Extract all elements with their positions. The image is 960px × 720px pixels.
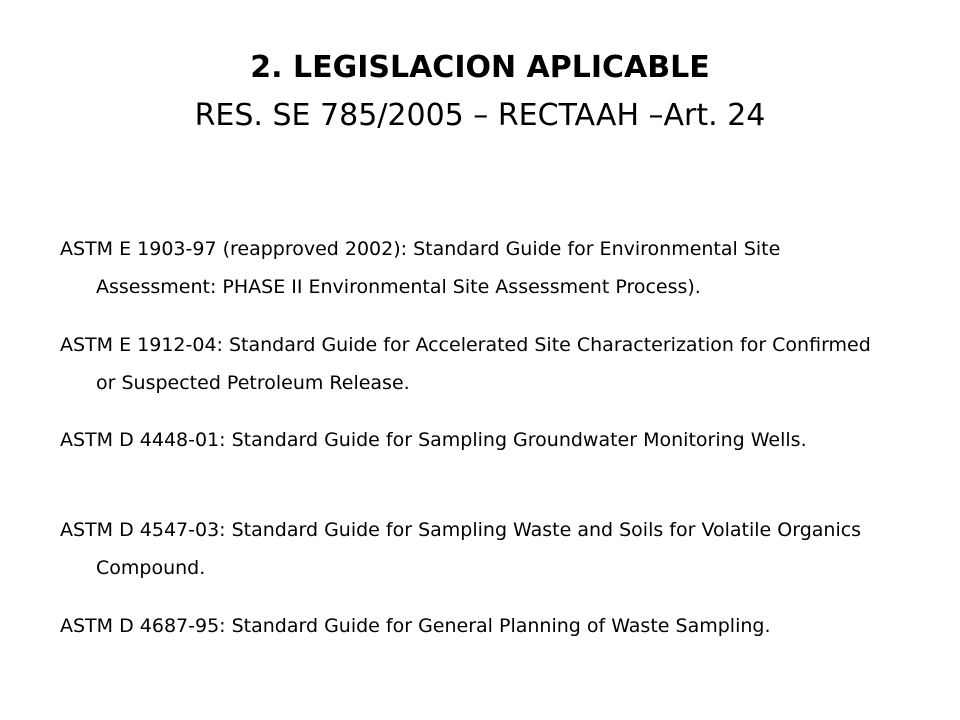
reference-item-astm-e-1903: ASTM E 1903-97 (reapproved 2002): Standard Guide for Environmental Site Assessment: PHASE II Environmental Site Assessment Process). [60,238,781,298]
reference-item-astm-d-4547: ASTM D 4547-03: Standard Guide for Sampling Waste and Soils for Volatile Organics Compound. [60,519,862,579]
reference-item-astm-e-1912: ASTM E 1912-04: Standard Guide for Accelerated Site Characterization for Confirmed or Suspected Petroleum Release. [60,334,871,394]
slide-title [60,44,900,140]
title-subheading: RES. SE 785/2005 – RECTAAH –Art. 24 [194,98,766,133]
reference-item-astm-d-4448: ASTM D 4448-01: Standard Guide for Sampling Groundwater Monitoring Wells. [60,429,807,451]
reference-item-astm-d-4687: ASTM D 4687-95: Standard Guide for General Planning of Waste Sampling. [60,615,771,637]
title-heading: 2. LEGISLACION APLICABLE [250,50,710,85]
